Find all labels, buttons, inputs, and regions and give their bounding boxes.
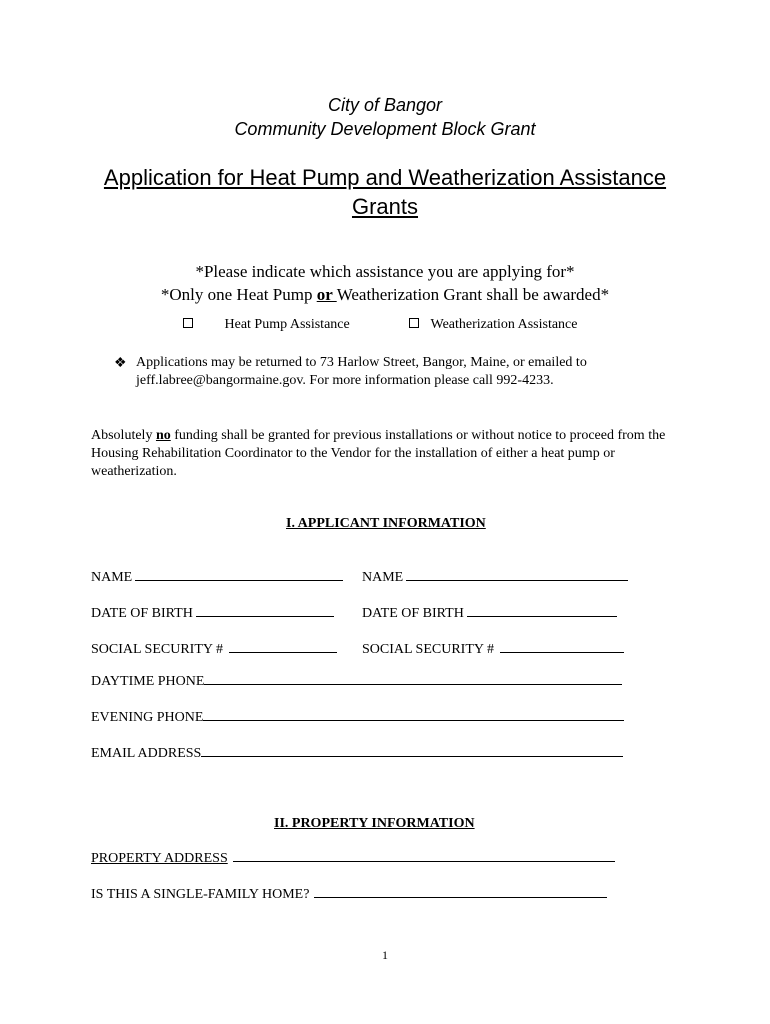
bullet-line-1: Applications may be returned to 73 Harlow Street, Bangor, Maine, or emailed to [136, 355, 587, 370]
title-line-2: Grants [351, 194, 419, 219]
daytime-phone-input-line[interactable] [204, 683, 622, 685]
email-label: EMAIL ADDRESS [91, 746, 202, 761]
evening-phone-field[interactable] [91, 710, 624, 726]
emphasis-no: no [155, 428, 171, 443]
dob-input-line-2[interactable] [467, 615, 617, 617]
name-label-2: NAME [362, 570, 404, 585]
dob-label: DATE OF BIRTH [91, 606, 193, 621]
evening-phone-label: EVENING PHONE [91, 710, 204, 725]
weatherization-checkbox[interactable] [409, 318, 419, 328]
instruction-text-end: Weatherization Grant shall be awarded* [336, 285, 610, 304]
property-address-label: PROPERTY ADDRESS [91, 851, 228, 866]
instruction-text: *Only one Heat Pump [160, 285, 317, 304]
emphasis-or: or [316, 285, 337, 304]
name-label: NAME [91, 570, 133, 585]
diamond-bullet-icon: ❖ [114, 356, 127, 371]
city-name: City of Bangor [327, 95, 443, 115]
option-heat-pump[interactable] [183, 317, 350, 333]
instruction-line-2 [0, 285, 770, 305]
applicant-dob-field[interactable] [91, 606, 334, 622]
property-address-input-line[interactable] [233, 860, 615, 862]
single-family-input-line[interactable] [314, 896, 607, 898]
daytime-phone-field[interactable] [91, 674, 622, 690]
title-line-1: Application for Heat Pump and Weatherization Assistance [103, 165, 667, 190]
applicant-name-field[interactable] [91, 570, 343, 586]
dob-input-line[interactable] [196, 615, 334, 617]
applicant-ssn-field[interactable] [91, 642, 337, 658]
program-name: Community Development Block Grant [234, 119, 536, 139]
email-field[interactable] [91, 746, 623, 762]
ssn-label: SOCIAL SECURITY # [91, 642, 223, 657]
single-family-label: IS THIS A SINGLE-FAMILY HOME? [91, 887, 310, 902]
notice-text-end: funding shall be granted for previous installations or without notice to proceed from the Housing Rehabilitation Coordinator to the Vendor for the installation of either a heat pump or weatherization. [91, 428, 666, 479]
notice-text: Absolutely [91, 428, 156, 443]
heat-pump-checkbox[interactable] [183, 318, 193, 328]
heat-pump-label: Heat Pump Assistance [224, 317, 350, 332]
dob-label-2: DATE OF BIRTH [362, 606, 464, 621]
co-applicant-name-field[interactable] [362, 570, 628, 586]
page-title [0, 165, 770, 191]
weatherization-label: Weatherization Assistance [430, 317, 578, 332]
evening-phone-input-line[interactable] [203, 719, 624, 721]
ssn-input-line[interactable] [229, 651, 337, 653]
section-property-heading: II. PROPERTY INFORMATION [274, 816, 475, 831]
name-input-line-2[interactable] [406, 579, 628, 581]
property-address-field[interactable] [91, 851, 615, 867]
co-applicant-ssn-field[interactable] [362, 642, 624, 658]
daytime-phone-label: DAYTIME PHONE [91, 674, 205, 689]
funding-notice [91, 427, 671, 481]
ssn-label-2: SOCIAL SECURITY # [362, 642, 494, 657]
single-family-field[interactable] [91, 887, 607, 903]
option-weatherization[interactable] [409, 317, 578, 333]
email-input-line[interactable] [201, 755, 623, 757]
instruction-line-1: *Please indicate which assistance you are applying for* [195, 262, 575, 281]
bullet-line-2: jeff.labree@bangormaine.gov. For more information please call 992-4233. [136, 373, 554, 388]
ssn-input-line-2[interactable] [500, 651, 624, 653]
page-title-cont [0, 194, 770, 220]
page-number: 1 [382, 948, 388, 962]
section-applicant-heading: I. APPLICANT INFORMATION [286, 516, 486, 531]
name-input-line[interactable] [135, 579, 343, 581]
co-applicant-dob-field[interactable] [362, 606, 617, 622]
